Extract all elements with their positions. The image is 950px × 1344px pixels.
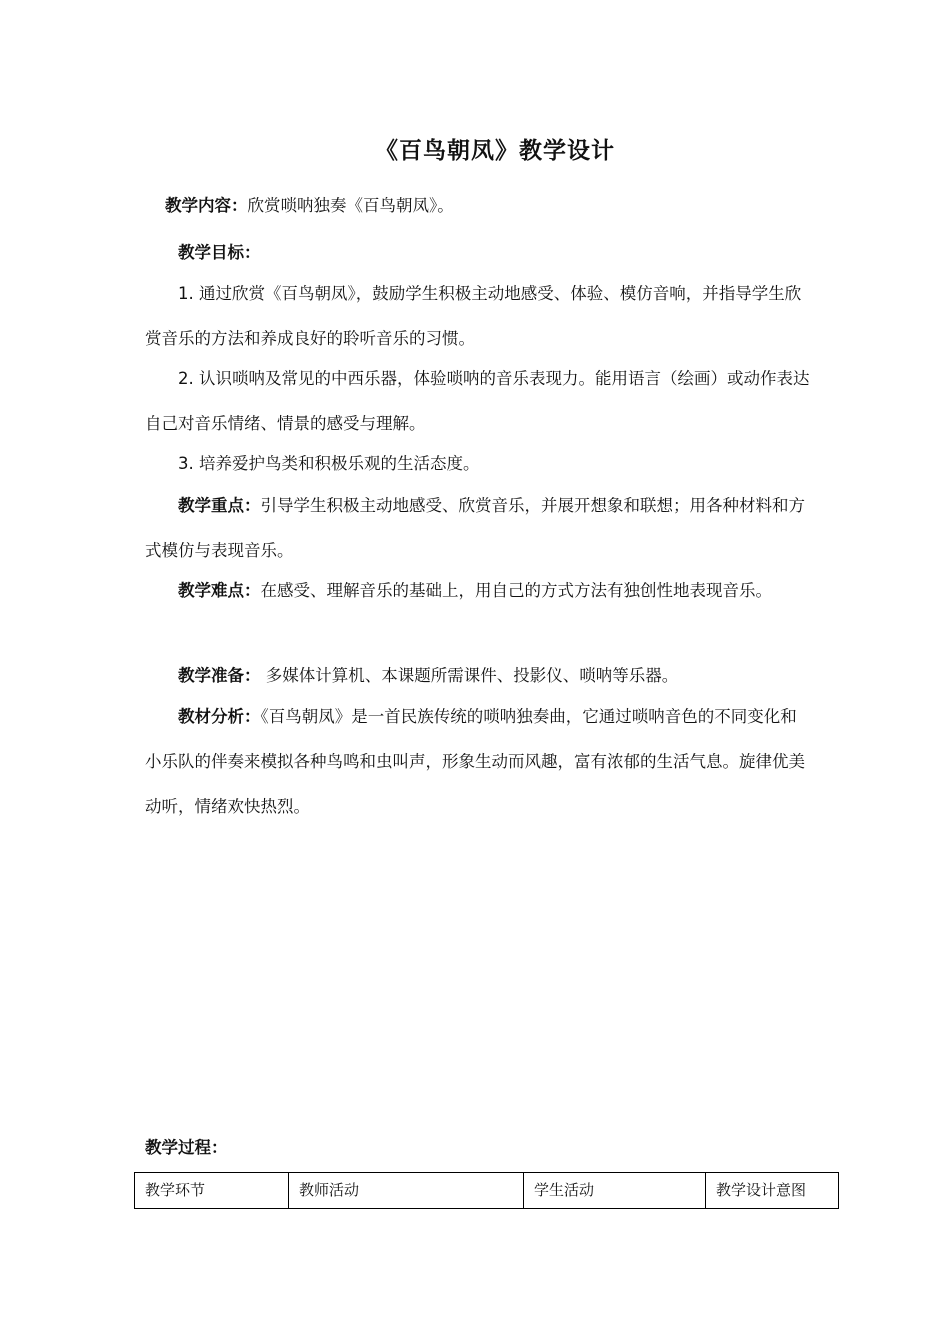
key-points-label: 教学重点： xyxy=(178,496,261,515)
goals-label: 教学目标： xyxy=(178,243,261,262)
page-title: 《百鸟朝凤》教学设计 xyxy=(375,138,615,164)
table-header-cell: 教学环节 xyxy=(135,1173,289,1209)
difficulties-paragraph xyxy=(145,568,810,613)
difficulties-text: 在感受、理解音乐的基础上，用自己的方式方法有独创性地表现音乐。 xyxy=(260,581,772,600)
analysis-paragraph xyxy=(145,694,810,829)
analysis-label: 教材分析： xyxy=(178,707,261,726)
goal-item-3: 3. 培养爱护鸟类和积极乐观的生活态度。 xyxy=(178,454,480,473)
table-header-cell: 教师活动 xyxy=(289,1173,524,1209)
analysis-text: 《百鸟朝凤》是一首民族传统的唢呐独奏曲，它通过唢呐音色的不同变化和小乐队的伴奏来模拟各种鸟鸣和虫叫声，形象生动而风趣，富有浓郁的生活气息。旋律优美动听，情绪欢快热烈。 xyxy=(145,707,805,816)
content-text: 欣赏唢呐独奏《百鸟朝凤》。 xyxy=(247,196,454,215)
content-label: 教学内容： xyxy=(165,196,248,215)
content-line xyxy=(165,183,830,228)
process-label: 教学过程： xyxy=(145,1138,228,1157)
table-header-cell: 教学设计意图 xyxy=(706,1173,839,1209)
process-table xyxy=(134,1172,839,1209)
goals-heading xyxy=(145,230,810,275)
key-points-paragraph xyxy=(145,483,810,573)
key-points-text: 引导学生积极主动地感受、欣赏音乐，并展开想象和联想；用各种材料和方式模仿与表现音乐。 xyxy=(145,496,805,560)
table-header-cell: 学生活动 xyxy=(524,1173,706,1209)
goal-item-2: 2. 认识唢呐及常见的中西乐器，体验唢呐的音乐表现力。能用语言（绘画）或动作表达自己对音乐情绪、情景的感受与理解。 xyxy=(145,369,810,433)
preparation-text: 多媒体计算机、本课题所需课件、投影仪、唢呐等乐器。 xyxy=(260,666,679,685)
difficulties-label: 教学难点： xyxy=(178,581,261,600)
preparation-label: 教学准备： xyxy=(178,666,261,685)
goal-item-1: 1. 通过欣赏《百鸟朝凤》，鼓励学生积极主动地感受、体验、模仿音响，并指导学生欣赏音乐的方法和养成良好的聆听音乐的习惯。 xyxy=(145,284,802,348)
table-header-row xyxy=(135,1173,839,1209)
preparation-paragraph xyxy=(145,653,810,698)
